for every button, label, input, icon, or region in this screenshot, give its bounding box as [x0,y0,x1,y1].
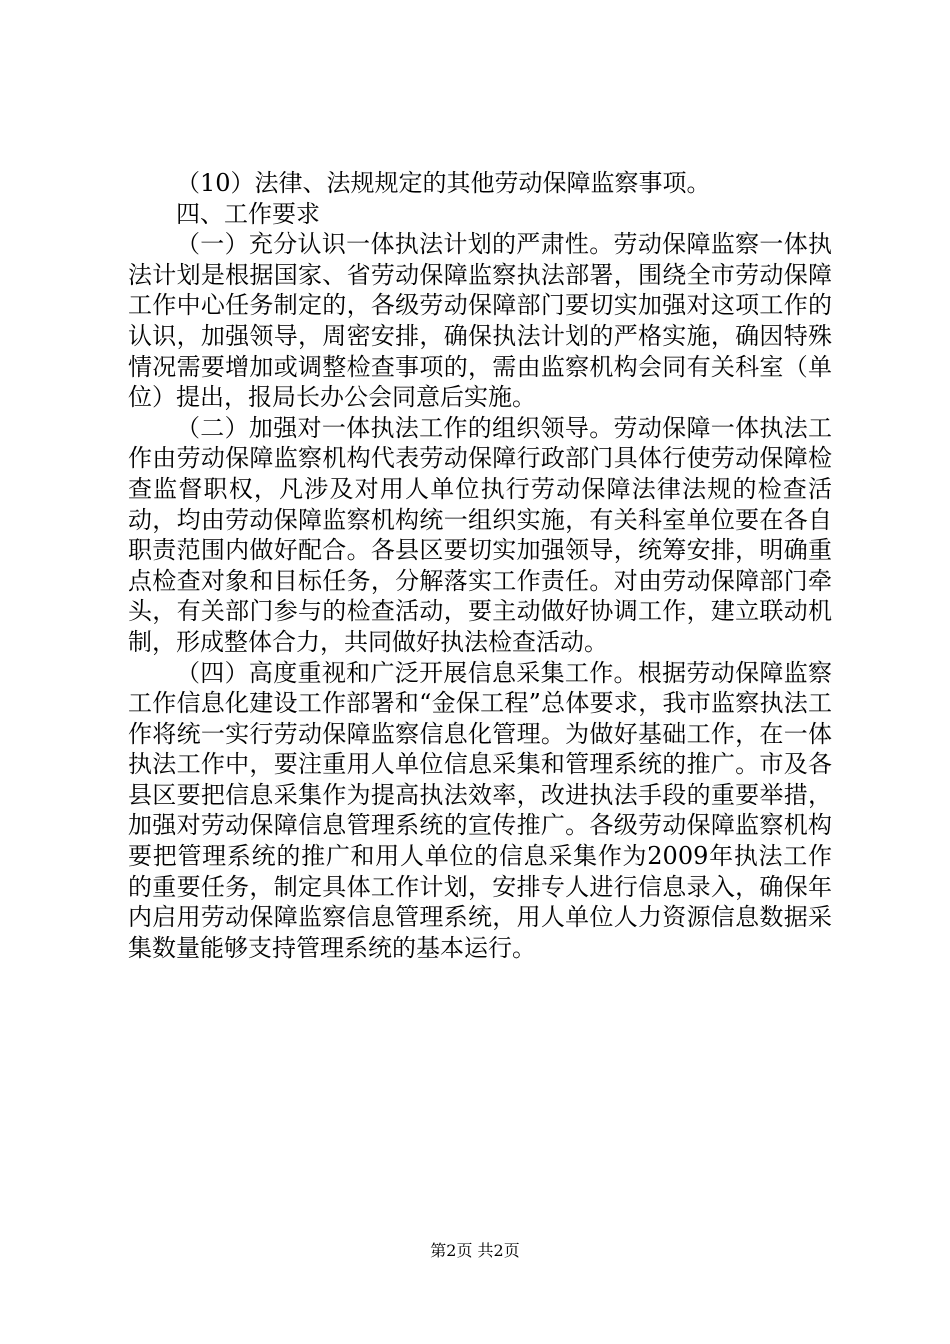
page-number-footer: 第2页 共2页 [430,1241,520,1260]
paragraph-requirement-2: （二）加强对一体执法工作的组织领导。劳动保障一体执法工作由劳动保障监察机构代表劳动保障行政部门具体行使劳动保障检查监督职权，凡涉及对用人单位执行劳动保障法律法规的检查活动，均由劳动保障监察机构统一组织实施，有关科室单位要在各自职责范围内做好配合。各县区要切实加强领导，统筹安排，明确重点检查对象和目标任务，分解落实工作责任。对由劳动保障部门牵头，有关部门参与的检查活动，要主动做好协调工作，建立联动机制，形成整体合力，共同做好执法检查活动。 [128,413,832,656]
paragraph-requirement-4: （四）高度重视和广泛开展信息采集工作。根据劳动保障监察工作信息化建设工作部署和“金保工程”总体要求，我市监察执法工作将统一实行劳动保障监察信息化管理。为做好基础工作，在一体执法工作中，要注重用人单位信息采集和管理系统的推广。市及各县区要把信息采集作为提高执法效率，改进执法手段的重要举措，加强对劳动保障信息管理系统的宣传推广。各级劳动保障监察机构要把管理系统的推广和用人单位的信息采集作为2009年执法工作的重要任务，制定具体工作计划，安排专人进行信息录入，确保年内启用劳动保障监察信息管理系统，用人单位人力资源信息数据采集数量能够支持管理系统的基本运行。 [128,658,832,962]
section-heading-requirements: 四、工作要求 [176,199,320,228]
paragraph-requirement-1: （一）充分认识一体执法计划的严肃性。劳动保障监察一体执法计划是根据国家、省劳动保障监察执法部署，围绕全市劳动保障工作中心任务制定的，各级劳动保障部门要切实加强对这项工作的认识，加强领导，周密安排，确保执法计划的严格实施，确因特殊情况需要增加或调整检查事项的，需由监察机构会同有关科室（单位）提出，报局长办公会同意后实施。 [128,230,832,412]
paragraph-item-10: （10）法律、法规规定的其他劳动保障监察事项。 [176,169,711,197]
document-body [128,168,832,963]
